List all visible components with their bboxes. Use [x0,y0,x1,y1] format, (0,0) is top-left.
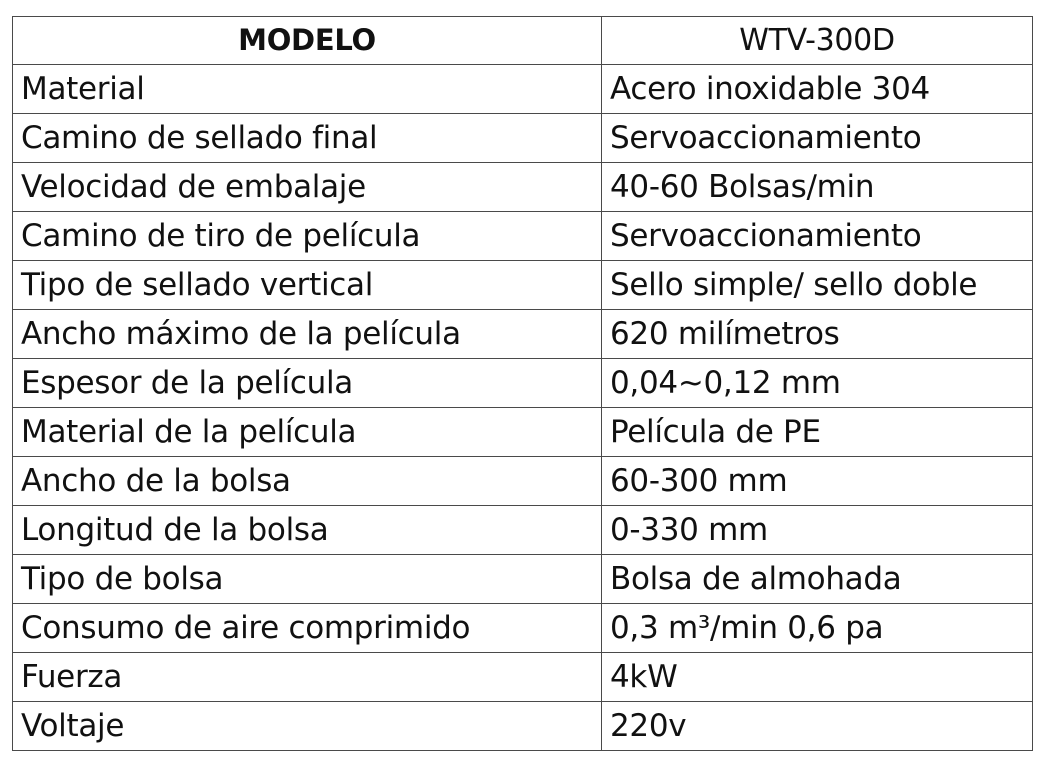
row-label: Tipo de bolsa [13,555,602,604]
row-value: Bolsa de almohada [602,555,1033,604]
table-row [13,702,1033,751]
row-label: Velocidad de embalaje [13,163,602,212]
row-label: Fuerza [13,653,602,702]
table-row [13,408,1033,457]
row-value: Acero inoxidable 304 [602,65,1033,114]
row-label: Longitud de la bolsa [13,506,602,555]
row-label: Material [13,65,602,114]
table-row [13,261,1033,310]
spec-table-header [13,17,1033,65]
row-value: 0,3 m³/min 0,6 pa [602,604,1033,653]
row-label: Consumo de aire comprimido [13,604,602,653]
row-label: Ancho de la bolsa [13,457,602,506]
header-label-cell: MODELO [13,17,602,65]
row-value: 220v [602,702,1033,751]
spec-table-body [13,65,1033,751]
spec-table [12,16,1033,751]
row-value: 620 milímetros [602,310,1033,359]
row-label: Camino de sellado final [13,114,602,163]
table-row [13,653,1033,702]
row-label: Ancho máximo de la película [13,310,602,359]
table-row [13,604,1033,653]
row-value: 0-330 mm [602,506,1033,555]
table-row [13,457,1033,506]
row-value: Película de PE [602,408,1033,457]
row-value: Servoaccionamiento [602,212,1033,261]
row-label: Material de la película [13,408,602,457]
table-row [13,212,1033,261]
row-label: Espesor de la película [13,359,602,408]
header-row [13,17,1033,65]
row-label: Camino de tiro de película [13,212,602,261]
table-row [13,506,1033,555]
table-row [13,310,1033,359]
table-row [13,65,1033,114]
row-value: 40-60 Bolsas/min [602,163,1033,212]
table-row [13,555,1033,604]
row-value: 60-300 mm [602,457,1033,506]
row-value: 0,04~0,12 mm [602,359,1033,408]
table-row [13,114,1033,163]
header-model-cell: WTV-300D [602,17,1033,65]
row-value: Servoaccionamiento [602,114,1033,163]
row-value: Sello simple/ sello doble [602,261,1033,310]
table-row [13,163,1033,212]
table-row [13,359,1033,408]
row-label: Voltaje [13,702,602,751]
row-value: 4kW [602,653,1033,702]
row-label: Tipo de sellado vertical [13,261,602,310]
